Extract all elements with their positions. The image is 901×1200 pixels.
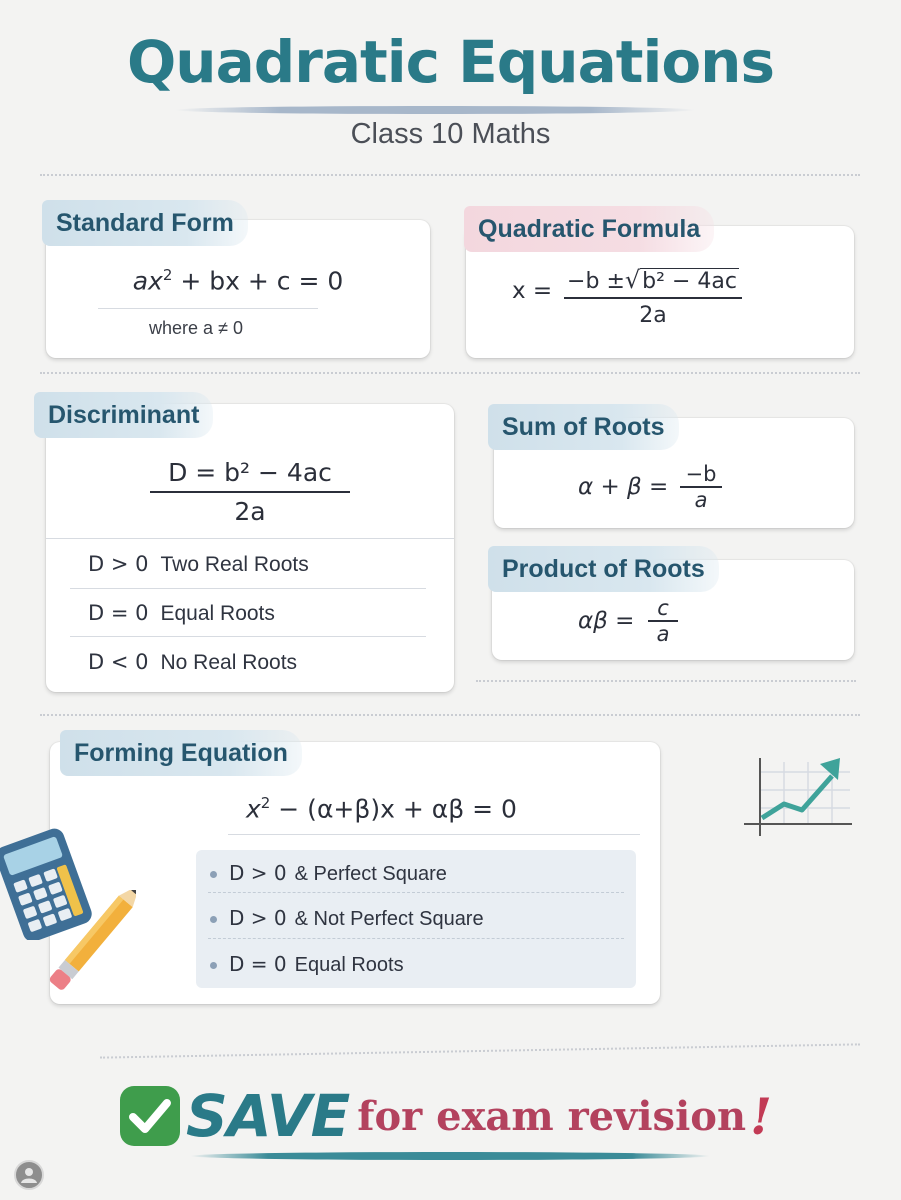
exclamation-mark: ! (750, 1086, 772, 1146)
divider (228, 834, 640, 835)
quadratic-formula-radicand: b² − 4ac (642, 269, 737, 294)
product-of-roots-label: Product of Roots (488, 546, 719, 592)
page-title: Quadratic Equations (126, 28, 774, 96)
discriminant-denominator: 2a (234, 497, 266, 526)
sum-of-roots-denominator: a (694, 488, 708, 512)
product-of-roots-denominator: a (656, 622, 670, 646)
divider (98, 308, 318, 309)
save-underline (190, 1152, 710, 1160)
sum-of-roots-label: Sum of Roots (488, 404, 679, 450)
sum-of-roots-numerator: −b (680, 462, 722, 488)
list-item: D = 0 Equal Roots (210, 952, 404, 977)
product-of-roots-lhs: αβ = (578, 608, 635, 634)
discriminant-label: Discriminant (34, 392, 213, 438)
title-underline (175, 106, 695, 114)
save-rest: for exam revision (357, 1092, 747, 1140)
discriminant-card (46, 404, 454, 692)
avatar-icon[interactable] (14, 1160, 44, 1190)
discriminant-row: D = 0 Equal Roots (88, 601, 275, 625)
quadratic-formula-fraction: −b ±√b² − 4ac 2a (564, 266, 742, 328)
standard-form-condition: where a ≠ 0 (149, 318, 243, 338)
growth-chart-icon (740, 752, 856, 840)
forming-equation-bullets (196, 850, 636, 988)
save-word: SAVE (186, 1082, 350, 1150)
standard-form-label: Standard Form (42, 200, 248, 246)
list-item: D > 0 & Not Perfect Square (210, 906, 484, 931)
sum-of-roots-lhs: α + β = (578, 474, 669, 500)
divider (208, 938, 624, 939)
discriminant-row: D > 0 Two Real Roots (88, 552, 309, 576)
forming-equation-formula: $x^2 - (\alpha+\beta)x + \alpha\beta = 0$ (246, 794, 517, 824)
quadratic-formula-numerator: −b ± (567, 269, 625, 294)
divider (46, 538, 454, 539)
divider (100, 1043, 860, 1058)
divider (70, 636, 426, 637)
divider (40, 372, 860, 374)
forming-equation-label: Forming Equation (60, 730, 302, 776)
sum-of-roots-fraction (680, 462, 722, 512)
divider (40, 174, 860, 176)
page-subtitle: Class 10 Maths (350, 118, 551, 150)
quadratic-formula-lhs: x = (512, 278, 553, 304)
check-icon (120, 1086, 180, 1146)
divider (476, 680, 856, 682)
quadratic-formula-label: Quadratic Formula (464, 206, 714, 252)
standard-form-equation: $ax^2$ + bx + c = 0 (132, 266, 344, 296)
save-banner (120, 1082, 772, 1150)
divider (208, 892, 624, 893)
pencil-icon (40, 890, 136, 1006)
divider (40, 714, 860, 716)
product-of-roots-numerator: c (648, 596, 678, 622)
discriminant-fraction (150, 458, 350, 526)
discriminant-row: D < 0 No Real Roots (88, 650, 298, 674)
discriminant-numerator: D = b² − 4ac (150, 458, 350, 493)
quadratic-formula-denominator: 2a (639, 303, 667, 328)
divider (70, 588, 426, 589)
list-item: D > 0 & Perfect Square (210, 861, 447, 886)
product-of-roots-fraction (648, 596, 678, 646)
